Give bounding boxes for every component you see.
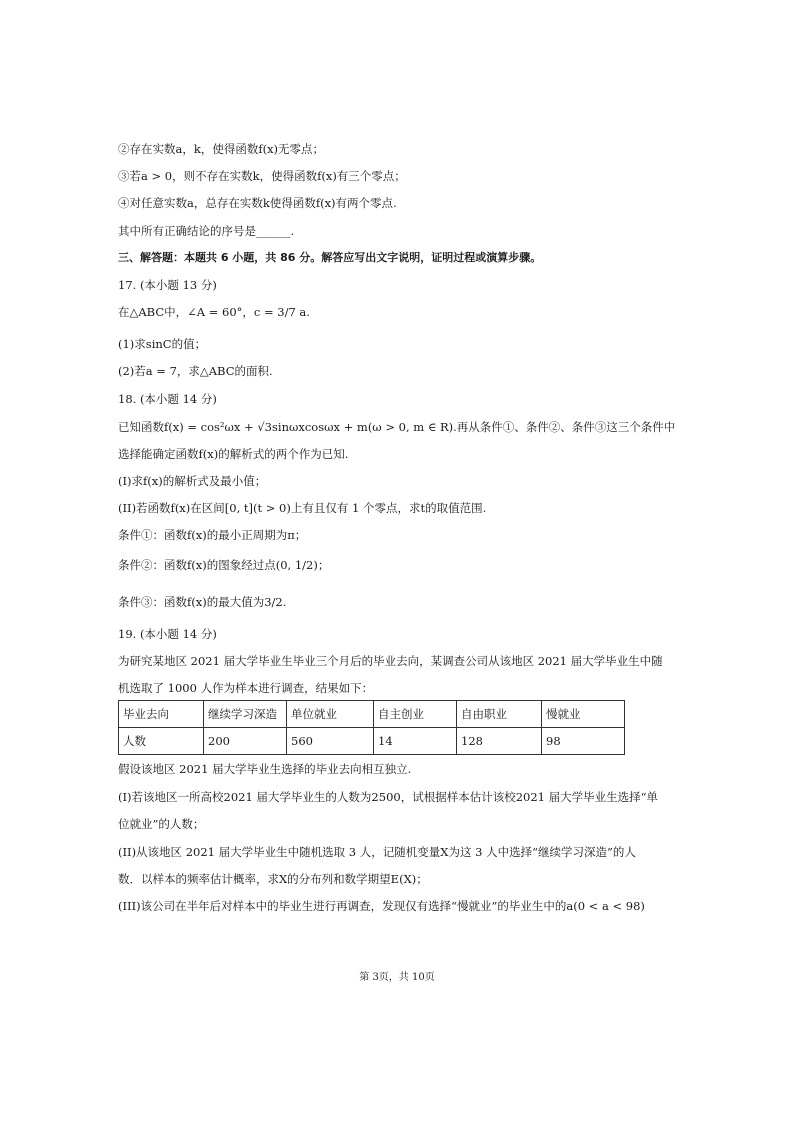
table-cell: 慢就业 — [542, 701, 625, 728]
table-cell: 继续学习深造 — [204, 701, 287, 728]
question-17-stem: 在△ABC中，∠A = 60°，c = 3/7 a. — [118, 305, 310, 319]
question-17-part2: (2)若a = 7，求△ABC的面积. — [118, 364, 273, 378]
table-cell: 560 — [287, 728, 374, 755]
table-cell: 200 — [204, 728, 287, 755]
condition-1: 条件①：函数f(x)的最小正周期为π； — [118, 528, 307, 542]
question-18-title: 18. (本小题 14 分) — [118, 392, 217, 406]
table-cell: 14 — [374, 728, 457, 755]
statement-2: ②存在实数a，k，使得函数f(x)无零点； — [118, 142, 325, 156]
question-17-part1: (1)求sinC的值； — [118, 337, 207, 351]
question-17-title: 17. (本小题 13 分) — [118, 278, 217, 292]
table-cell: 128 — [457, 728, 542, 755]
fill-blank-prompt: 其中所有正确结论的序号是______. — [118, 224, 295, 238]
table-cell: 毕业去向 — [119, 701, 204, 728]
statement-4: ④对任意实数a，总存在实数k使得函数f(x)有两个零点. — [118, 196, 397, 210]
table-cell: 人数 — [119, 728, 204, 755]
condition-3: 条件③：函数f(x)的最大值为3/2. — [118, 595, 287, 609]
question-18-stem-line1: 已知函数f(x) = cos²ωx + √3sinωxcosωx + m(ω > 0, m ∈ R).再从条件①、条件②、条件③这三个条件中 — [118, 420, 676, 434]
page-footer: 第 3页，共 10页 — [359, 972, 435, 983]
question-18-part1: (I)求f(x)的解析式及最小值； — [118, 474, 267, 488]
question-19-part3-line1: (III)该公司在半年后对样本中的毕业生进行再调查，发现仅有选择“慢就业”的毕业生中的a(0 < a < 98) — [118, 899, 645, 913]
table-header-row — [119, 701, 625, 728]
question-18-stem-line2: 选择能确定函数f(x)的解析式的两个作为已知. — [118, 447, 349, 461]
question-19-part1-line2: 位就业”的人数； — [118, 817, 205, 831]
question-19-stem-line2: 机选取了 1000 人作为样本进行调查，结果如下： — [118, 681, 374, 695]
condition-2: 条件②：函数f(x)的图象经过点(0, 1/2)； — [118, 558, 330, 572]
question-19-title: 19. (本小题 14 分) — [118, 627, 217, 641]
survey-table — [118, 700, 625, 755]
table-cell: 98 — [542, 728, 625, 755]
question-18-part2: (II)若函数f(x)在区间[0, t](t > 0)上有且仅有 1 个零点，求t的取值范围. — [118, 501, 487, 515]
table-row — [119, 728, 625, 755]
table-cell: 自主创业 — [374, 701, 457, 728]
question-19-stem-line1: 为研究某地区 2021 届大学毕业生毕业三个月后的毕业去向，某调查公司从该地区 2021 届大学毕业生中随 — [118, 654, 663, 668]
question-19-part1-line1: (I)若该地区一所高校2021 届大学毕业生的人数为2500，试根据样本估计该校2021 届大学毕业生选择“单 — [118, 790, 659, 804]
assumption-line: 假设该地区 2021 届大学毕业生选择的毕业去向相互独立. — [118, 762, 412, 776]
section-heading: 三、解答题：本题共 6 小题，共 86 分。解答应写出文字说明，证明过程或演算步骤。 — [118, 251, 542, 264]
table-cell: 单位就业 — [287, 701, 374, 728]
statement-3: ③若a > 0，则不存在实数k，使得函数f(x)有三个零点； — [118, 169, 406, 183]
table-cell: 自由职业 — [457, 701, 542, 728]
question-19-part2-line2: 数．以样本的频率估计概率，求X的分布列和数学期望E(X)； — [118, 872, 428, 886]
question-19-part2-line1: (II)从该地区 2021 届大学毕业生中随机选取 3 人，记随机变量X为这 3 人中选择“继续学习深造”的人 — [118, 845, 636, 859]
